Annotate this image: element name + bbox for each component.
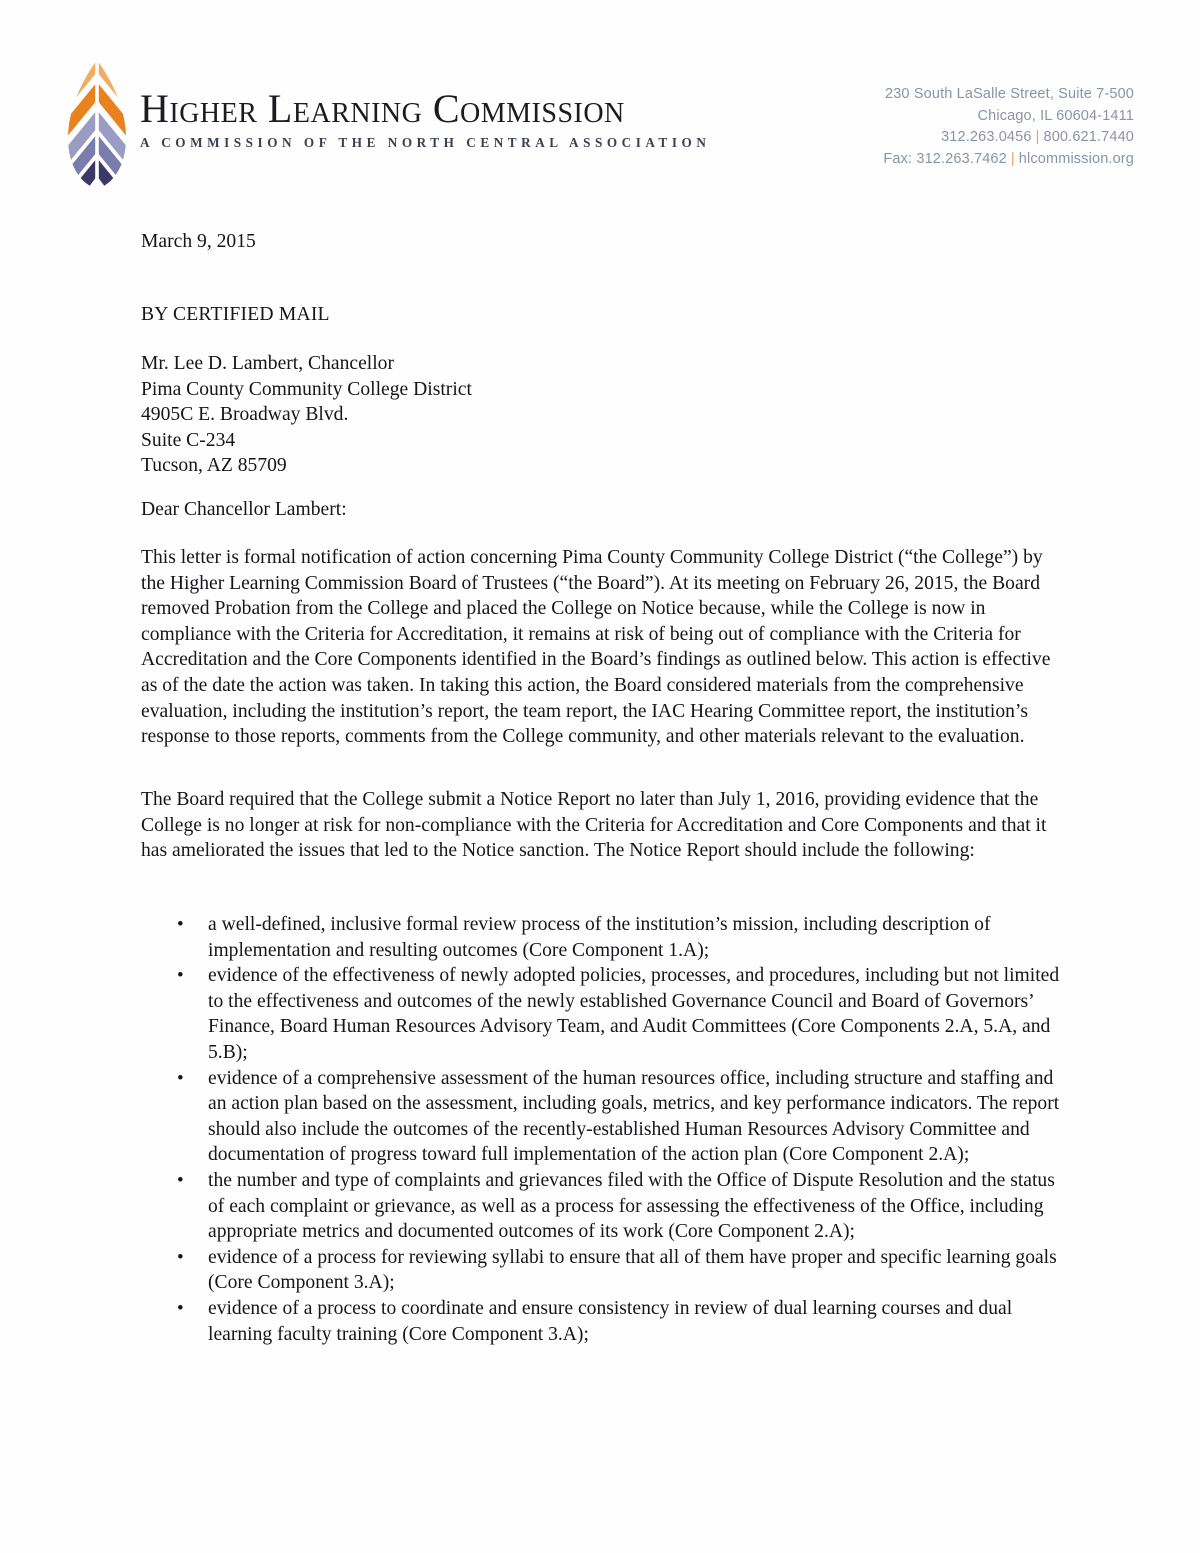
hlc-leaf-logo-icon [66, 58, 128, 190]
contact-address-line: 230 South LaSalle Street, Suite 7-500 [885, 86, 1134, 102]
hlc-logo [66, 56, 710, 190]
phone-toll-free: 800.621.7440 [1043, 129, 1134, 145]
separator-pipe-icon: | [1035, 129, 1040, 145]
website-link[interactable]: hlcommission.org [1018, 150, 1134, 167]
salutation: Dear Chancellor Lambert: [141, 499, 347, 520]
list-item-text: a well-defined, inclusive formal review process of the institution’s mission, including description of implementation and resulting outcomes (Core Component 1.A); [208, 914, 991, 961]
contact-fax-web-line [883, 149, 1134, 171]
bullet-marker-icon: • [177, 1067, 184, 1089]
notice-report-requirements-list [141, 912, 1061, 1347]
bullet-marker-icon: • [177, 965, 184, 987]
list-item [141, 912, 1061, 963]
bullet-marker-icon: • [177, 1169, 184, 1191]
body-paragraph-1: This letter is formal notification of action concerning Pima County Community College District (“the College”) by the Higher Learning Commission Board of Trustees (“the Board”). At its meeting on February 26, 2015, the Board removed Probation from the College and placed the College on Notice because, while the College is now in compliance with the Criteria for Accreditation, it remains at risk of being out of compliance with the Criteria for Accreditation and the Core Components identified in the Board’s findings as outlined below. This action is effective as of the date the action was taken. In taking this action, the Board considered materials from the comprehensive evaluation, including the institution’s report, the team report, the IAC Hearing Committee report, the institution’s response to those reports, comments from the College community, and other materials relevant to the evaluation. [141, 547, 1051, 748]
recipient-name: Mr. Lee D. Lambert, Chancellor [141, 353, 394, 374]
letterhead [0, 0, 1200, 196]
recipient-address-block [141, 351, 472, 479]
logo-wordmark-group [140, 56, 710, 150]
list-item-text: evidence of a process for reviewing syllabi to ensure that all of them have proper and specific learning goals (Core Component 3.A); [208, 1246, 1057, 1294]
bullet-marker-icon: • [177, 1297, 184, 1319]
list-item [141, 963, 1061, 1065]
list-item [141, 1296, 1061, 1347]
bullet-marker-icon: • [177, 914, 184, 935]
list-item-text: evidence of a process to coordinate and ensure consistency in review of dual learning courses and dual learning faculty training (Core Component 3.A); [208, 1297, 1013, 1345]
phone-primary: 312.263.0456 [941, 129, 1032, 145]
letter-date: March 9, 2015 [141, 231, 256, 252]
fax-number: Fax: 312.263.7462 [883, 150, 1007, 167]
recipient-street: 4905C E. Broadway Blvd. [141, 404, 349, 426]
tagline-text: A COMMISSION OF THE NORTH CENTRAL ASSOCIATION [140, 135, 711, 150]
list-item [141, 1245, 1061, 1296]
contact-info [883, 84, 1134, 170]
contact-phone-line [883, 127, 1134, 149]
list-item [141, 1066, 1061, 1168]
list-item-text: evidence of a comprehensive assessment of the human resources office, including structure and staffing and an action plan based on the assessment, including goals, metrics, and key performance indicators. The report should also include the outcomes of the recently-established Human Resources Advisory Committee and documentation of progress toward full implementation of the action plan (Core Component 2.A); [208, 1067, 1060, 1166]
bullet-marker-icon: • [177, 1246, 184, 1268]
separator-pipe-icon: | [1010, 150, 1015, 167]
list-item-text: the number and type of complaints and grievances filed with the Office of Dispute Resolution and the status of each complaint or grievance, as well as a process for assessing the effectiveness of the Office, including appropriate metrics and documented outcomes of its work (Core Component 2.A); [208, 1169, 1055, 1243]
delivery-method: BY CERTIFIED MAIL [141, 304, 330, 325]
list-item [141, 1168, 1061, 1245]
recipient-city-state-zip: Tucson, AZ 85709 [141, 455, 287, 477]
contact-city-line: Chicago, IL 60604-1411 [977, 107, 1134, 124]
recipient-suite: Suite C-234 [141, 429, 236, 451]
wordmark-text: Higher Learning Commission [140, 86, 625, 131]
list-item-text: evidence of the effectiveness of newly adopted policies, processes, and procedures, including but not limited to the effectiveness and outcomes of the newly established Governance Council and Board of Governors’ Finance, Board Human Resources Advisory Team, and Audit Committees (Core Components 2.A, 5.A, and 5.B); [208, 965, 1060, 1063]
body-paragraph-2: The Board required that the College submit a Notice Report no later than July 1, 2016, providing evidence that the College is no longer at risk for non-compliance with the Criteria for Accreditation and Core Components and that it has ameliorated the issues that led to the Notice sanction. The Notice Report should include the following: [141, 789, 1047, 862]
recipient-organization: Pima County Community College District [141, 378, 472, 400]
